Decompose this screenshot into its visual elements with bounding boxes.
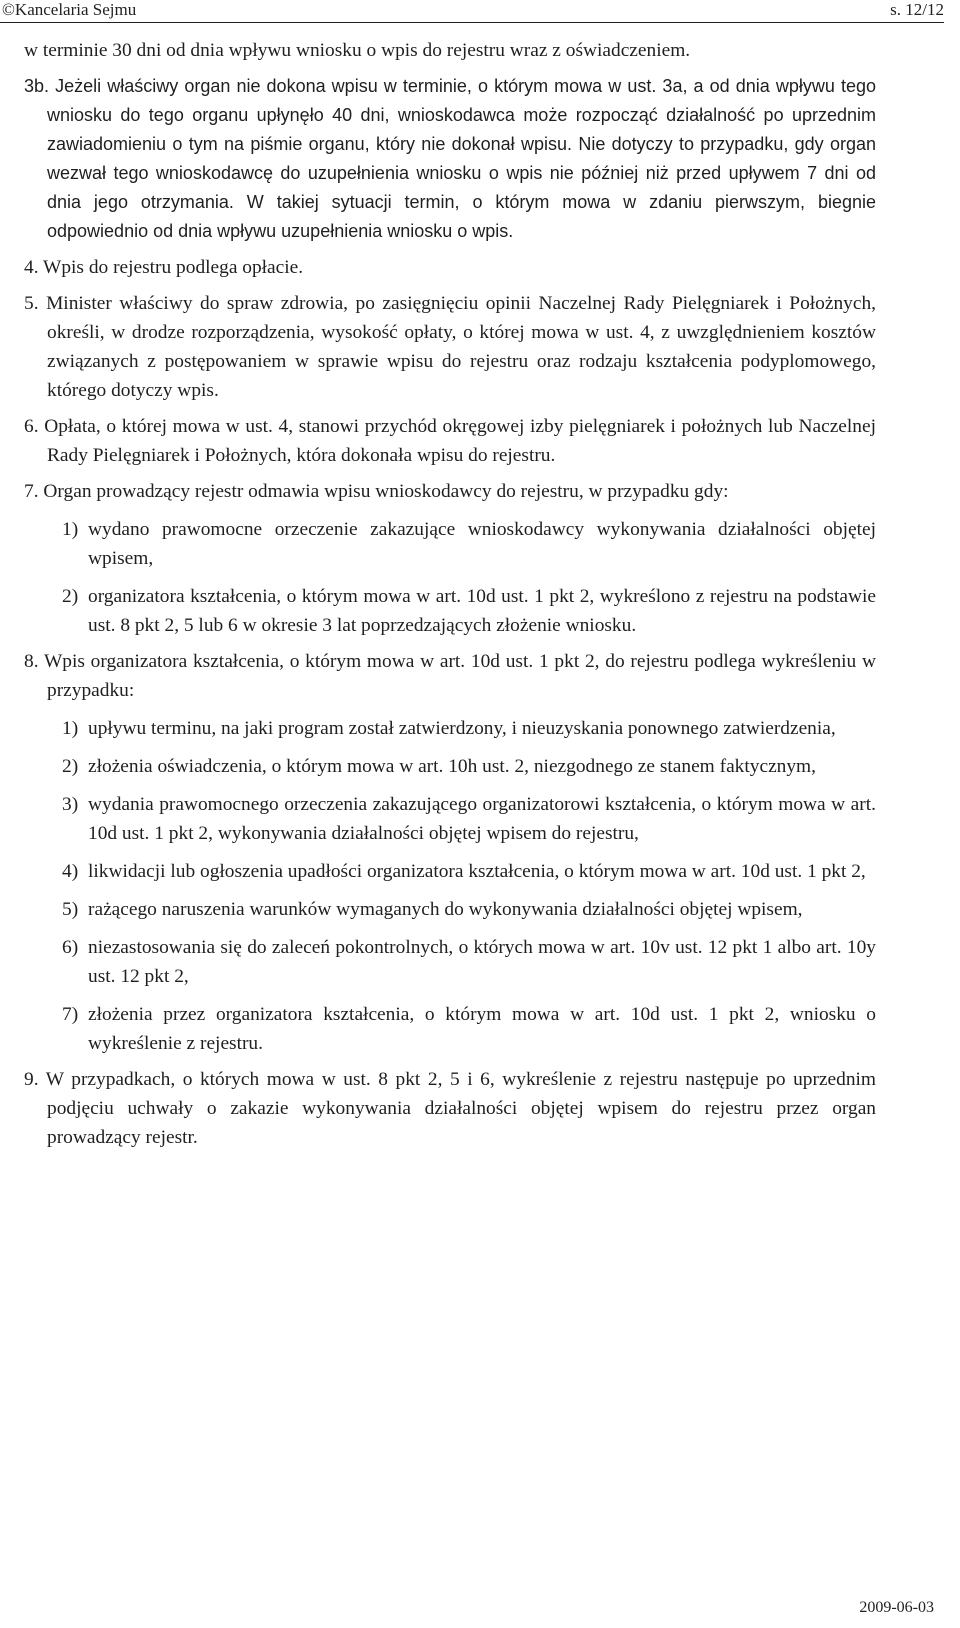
paragraph-label: 7. [24, 481, 39, 502]
paragraph-text: Opłata, o której mowa w ust. 4, stanowi przychód okręgowej izby pielęgniarek i położnych lub Naczelnej Rady Pielęgniarek i Położnych, która dokonała wpisu do rejestru. [44, 416, 876, 466]
list-item-number: 1) [62, 519, 79, 540]
paragraph-6 [24, 412, 876, 470]
list-item-text: wydania prawomocnego orzeczenia zakazującego organizatorowi kształcenia, o którym mowa w art. 10d ust. 1 pkt 2, wykonywania działalności objętej wpisem do rejestru, [88, 794, 876, 844]
list-item [24, 752, 876, 781]
paragraph-label: 9. [24, 1069, 39, 1090]
list-item-text: wydano prawomocne orzeczenie zakazujące wnioskodawcy wykonywania działalności objętej wpisem, [88, 519, 876, 569]
list-item-number: 3) [62, 794, 79, 815]
list-item-number: 7) [62, 1004, 79, 1025]
paragraph-5 [24, 289, 876, 405]
list-item-number: 5) [62, 899, 79, 920]
paragraph-3b [24, 72, 876, 246]
list-item-text: upływu terminu, na jaki program został zatwierdzony, i nieuzyskania ponownego zatwierdzenia, [88, 718, 836, 739]
paragraph-8 [24, 647, 876, 1058]
list-item-text: organizatora kształcenia, o którym mowa w art. 10d ust. 1 pkt 2, wykreślono z rejestru na podstawie ust. 8 pkt 2, 5 lub 6 w okresie 3 lat poprzedzających złożenie wniosku. [88, 586, 876, 636]
paragraph-label: 8. [24, 651, 39, 672]
list-item-text: likwidacji lub ogłoszenia upadłości organizatora kształcenia, o którym mowa w art. 10d ust. 1 pkt 2, [88, 861, 866, 882]
header-page-number: s. 12/12 [890, 0, 944, 19]
page-header [0, 0, 944, 23]
page-footer-date: 2009-06-03 [859, 1599, 934, 1616]
paragraph-8-lead [24, 647, 876, 705]
list-item-number: 2) [62, 586, 79, 607]
list-item-text: złożenia przez organizatora kształcenia, o którym mowa w art. 10d ust. 1 pkt 2, wniosku o wykreślenie z rejestru. [88, 1004, 876, 1054]
list-item [24, 582, 876, 640]
list-item [24, 790, 876, 848]
list-item [24, 515, 876, 573]
list-item-number: 1) [62, 718, 79, 739]
paragraph-text: Organ prowadzący rejestr odmawia wpisu wnioskodawcy do rejestru, w przypadku gdy: [43, 481, 729, 502]
intro-text: w terminie 30 dni od dnia wpływu wniosku o wpis do rejestru wraz z oświadczeniem. [24, 40, 691, 61]
list-item-text: rażącego naruszenia warunków wymaganych do wykonywania działalności objętej wpisem, [88, 899, 803, 920]
paragraph-label: 4. [24, 257, 39, 278]
paragraph-9 [24, 1065, 876, 1152]
list-item [24, 714, 876, 743]
paragraph-7 [24, 477, 876, 640]
list-item [24, 895, 876, 924]
list-item-number: 2) [62, 756, 79, 777]
paragraph-label: 3b. [24, 76, 50, 96]
list-item-text: niezastosowania się do zaleceń pokontrolnych, o których mowa w art. 10v ust. 12 pkt 1 albo art. 10y ust. 12 pkt 2, [88, 937, 876, 987]
list-item [24, 1000, 876, 1058]
paragraph-7-lead [24, 477, 876, 506]
paragraph-text: Wpis organizatora kształcenia, o którym mowa w art. 10d ust. 1 pkt 2, do rejestru podlega wykreśleniu w przypadku: [43, 651, 877, 701]
paragraph-text: W przypadkach, o których mowa w ust. 8 pkt 2, 5 i 6, wykreślenie z rejestru następuje po uprzednim podjęciu uchwały o zakazie wykonywania działalności objętej wpisem do rejestru przez organ prowadzący rejestr. [45, 1069, 877, 1148]
paragraph-label: 5. [24, 293, 39, 314]
list-item-number: 6) [62, 937, 79, 958]
list-item-number: 4) [62, 861, 79, 882]
paragraph-text: Minister właściwy do spraw zdrowia, po zasięgnięciu opinii Naczelnej Rady Pielęgniarek i Położnych, określi, w drodze rozporządzenia, wysokość opłaty, o której mowa w ust. 4, z uwzględnieniem kosztów związanych z postępowaniem w sprawie wpisu do rejestru oraz rodzaju kształcenia podyplomowego, którego dotyczy wpis. [46, 293, 876, 401]
list-item [24, 933, 876, 991]
paragraph-label: 6. [24, 416, 39, 437]
paragraph-text: Wpis do rejestru podlega opłacie. [43, 257, 304, 278]
list-item-text: złożenia oświadczenia, o którym mowa w art. 10h ust. 2, niezgodnego ze stanem faktycznym, [88, 756, 816, 777]
header-copyright: ©Kancelaria Sejmu [2, 0, 137, 19]
list-item [24, 857, 876, 886]
paragraph-7-list [24, 515, 876, 640]
paragraph-text: Jeżeli właściwy organ nie dokona wpisu w terminie, o którym mowa w ust. 3a, a od dnia wpływu tego wniosku do tego organu upłynęło 40 dni, wnioskodawca może rozpocząć działalność po uprzednim zawiadomieniu o tym na piśmie organu, który nie dokonał wpisu. Nie dotyczy to przypadku, gdy organ wezwał tego wnioskodawcę do uzupełnienia wniosku o wpis nie później niż przed upływem 7 dni od dnia jego otrzymania. W takiej sytuacji termin, o którym mowa w zdaniu pierwszym, biegnie odpowiednio od dnia wpływu uzupełnienia wniosku o wpis. [47, 76, 876, 241]
paragraph-8-list [24, 714, 876, 1058]
paragraph-4 [24, 253, 876, 282]
document-body [24, 36, 876, 1152]
